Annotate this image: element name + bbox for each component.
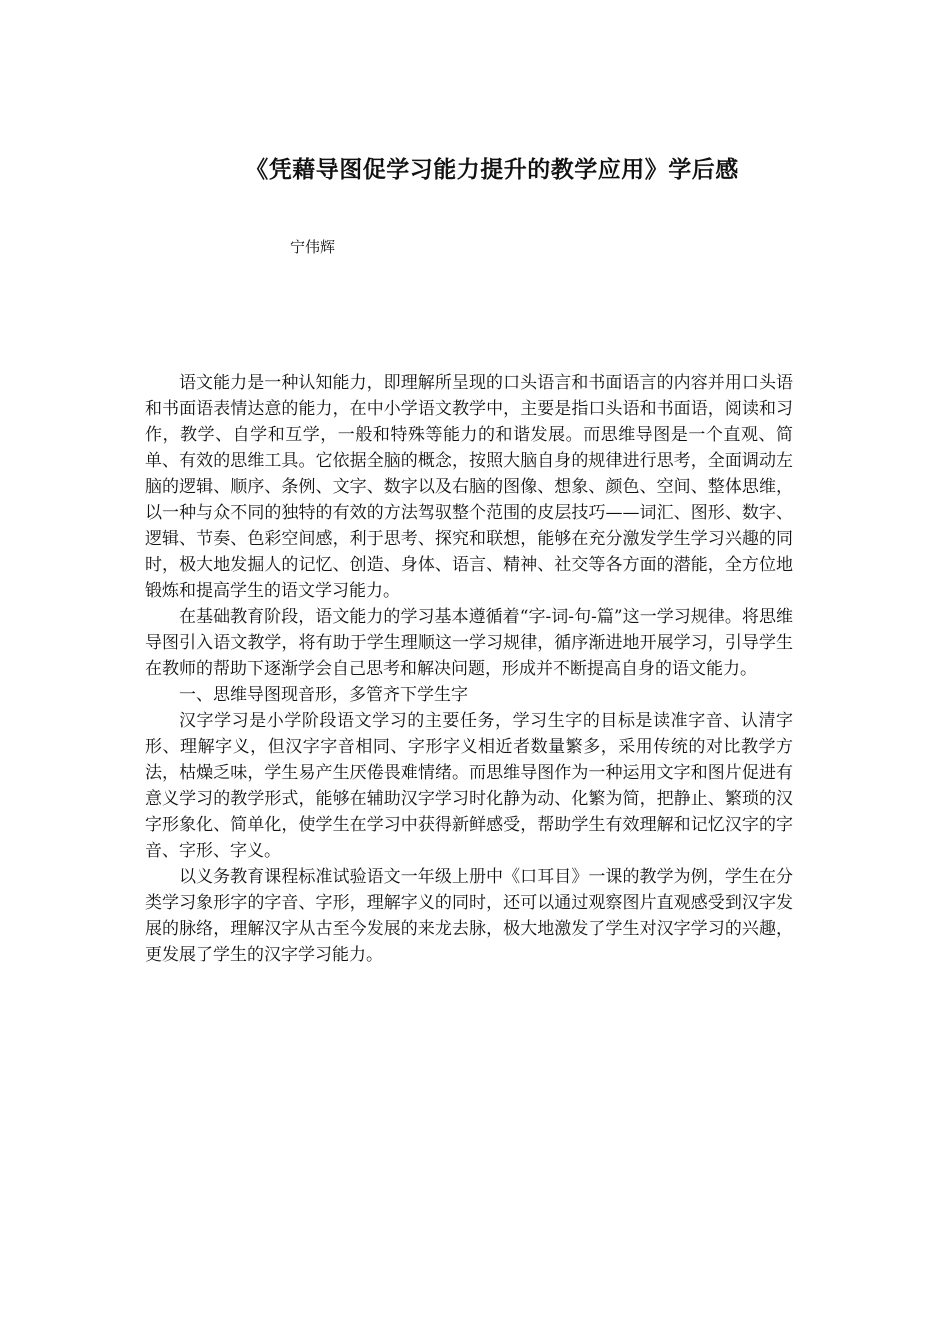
section-heading: 一、思维导图现音形，多管齐下学生字 (179, 685, 468, 705)
author-name: 宁伟辉 (290, 238, 336, 256)
paragraph: 以义务教育课程标准试验语文一年级上册中《口耳目》一课的教学为例，学生在分类学习象形字的字音、字形，理解字义的同时，还可以通过观察图片直观感受到汉字发展的脉络，理解汉字从古至今发展的来龙去脉，极大地激发了学生对汉字学习的兴趣，更发展了学生的汉字学习能力。 (145, 867, 793, 965)
page-title: 《凭藉导图促学习能力提升的教学应用》学后感 (245, 157, 739, 183)
body-text (145, 370, 793, 968)
paragraph: 在基础教育阶段，语文能力的学习基本遵循着“字-词-句-篇”这一学习规律。将思维导图引入语文教学，将有助于学生理顺这一学习规律，循序渐进地开展学习，引导学生在教师的帮助下逐渐学会自己思考和解决问题，形成并不断提高自身的语文能力。 (145, 607, 793, 679)
paragraph: 汉字学习是小学阶段语文学习的主要任务，学习生字的目标是读准字音、认清字形、理解字义，但汉字字音相同、字形字义相近者数量繁多，采用传统的对比教学方法，枯燥乏味，学生易产生厌倦畏难情绪。而思维导图作为一种运用文字和图片促进有意义学习的教学形式，能够在辅助汉字学习时化静为动、化繁为简，把静止、繁琐的汉字形象化、简单化，使学生在学习中获得新鲜感受，帮助学生有效理解和记忆汉字的字音、字形、字义。 (145, 711, 793, 861)
paragraph: 语文能力是一种认知能力，即理解所呈现的口头语言和书面语言的内容并用口头语和书面语表情达意的能力，在中小学语文教学中，主要是指口头语和书面语，阅读和习作，教学、自学和互学，一般和特殊等能力的和谐发展。而思维导图是一个直观、简单、有效的思维工具。它依据全脑的概念，按照大脑自身的规律进行思考，全面调动左脑的逻辑、顺序、条例、文字、数字以及右脑的图像、想象、颜色、空间、整体思维，以一种与众不同的独特的有效的方法驾驭整个范围的皮层技巧——词汇、图形、数字、逻辑、节奏、色彩空间感，利于思考、探究和联想，能够在充分激发学生学习兴趣的同时，极大地发掘人的记忆、创造、身体、语言、精神、社交等各方面的潜能，全方位地锻炼和提高学生的语文学习能力。 (145, 373, 793, 601)
